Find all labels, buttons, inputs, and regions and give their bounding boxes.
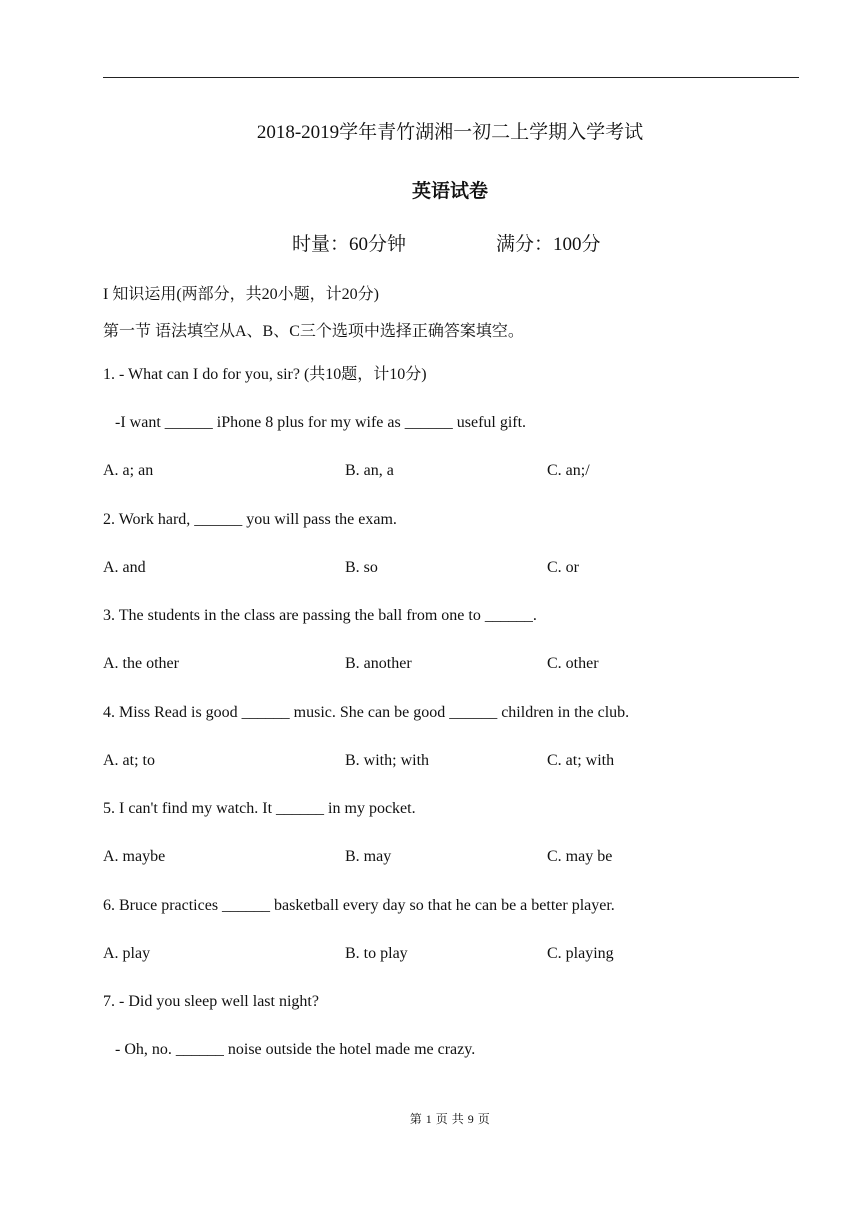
question-2-option-a: A. and <box>103 559 146 576</box>
section-heading: 第一节 语法填空从A、B、C三个选项中选择正确答案填空。 <box>103 323 524 340</box>
full-score: 满分：100分 <box>496 234 601 255</box>
question-7-line-1: 7. - Did you sleep well last night? <box>103 993 319 1010</box>
question-5-option-b: B. may <box>345 848 392 865</box>
question-3-line-1: 3. The students in the class are passing the ball from one to ______. <box>103 607 537 624</box>
question-7-line-2: - Oh, no. ______ noise outside the hotel made me crazy. <box>103 1041 476 1058</box>
question-4-option-b: B. with; with <box>345 752 430 769</box>
subject-title: 英语试卷 <box>411 181 488 202</box>
question-6-line-1: 6. Bruce practices ______ basketball every day so that he can be a better player. <box>103 897 615 914</box>
question-2-line-1: 2. Work hard, ______ you will pass the exam. <box>103 511 397 528</box>
question-1-option-b: B. an, a <box>345 462 394 479</box>
header-rule <box>103 77 799 78</box>
question-4-option-a: A. at; to <box>103 752 155 769</box>
page-footer: 第 1 页 共 9 页 <box>409 1112 491 1126</box>
question-3-option-b: B. another <box>345 655 412 672</box>
question-4-option-c: C. at; with <box>547 752 615 769</box>
question-3-option-c: C. other <box>547 655 599 672</box>
question-5-option-a: A. maybe <box>103 848 166 865</box>
question-5-option-c: C. may be <box>547 848 613 865</box>
part-heading: I 知识运用(两部分，共20小题，计20分) <box>103 286 379 303</box>
question-2-option-b: B. so <box>345 559 378 576</box>
question-1-line-2: -I want ______ iPhone 8 plus for my wife as ______ useful gift. <box>103 414 527 431</box>
question-2-option-c: C. or <box>547 559 579 576</box>
question-5-line-1: 5. I can't find my watch. It ______ in my pocket. <box>103 800 416 817</box>
question-6-option-b: B. to play <box>345 945 408 962</box>
question-6-option-a: A. play <box>103 945 151 962</box>
question-1-line-1: 1. - What can I do for you, sir? (共10题，计10分) <box>103 366 427 383</box>
exam-title: 2018-2019学年青竹湖湘一初二上学期入学考试 <box>256 122 644 143</box>
question-4-line-1: 4. Miss Read is good ______ music. She can be good ______ children in the club. <box>103 704 630 721</box>
question-6-option-c: C. playing <box>547 945 614 962</box>
question-3-option-a: A. the other <box>103 655 179 672</box>
question-1-option-c: C. an;/ <box>547 462 590 479</box>
question-1-option-a: A. a; an <box>103 462 154 479</box>
time-limit: 时量：60分钟 <box>292 234 407 255</box>
